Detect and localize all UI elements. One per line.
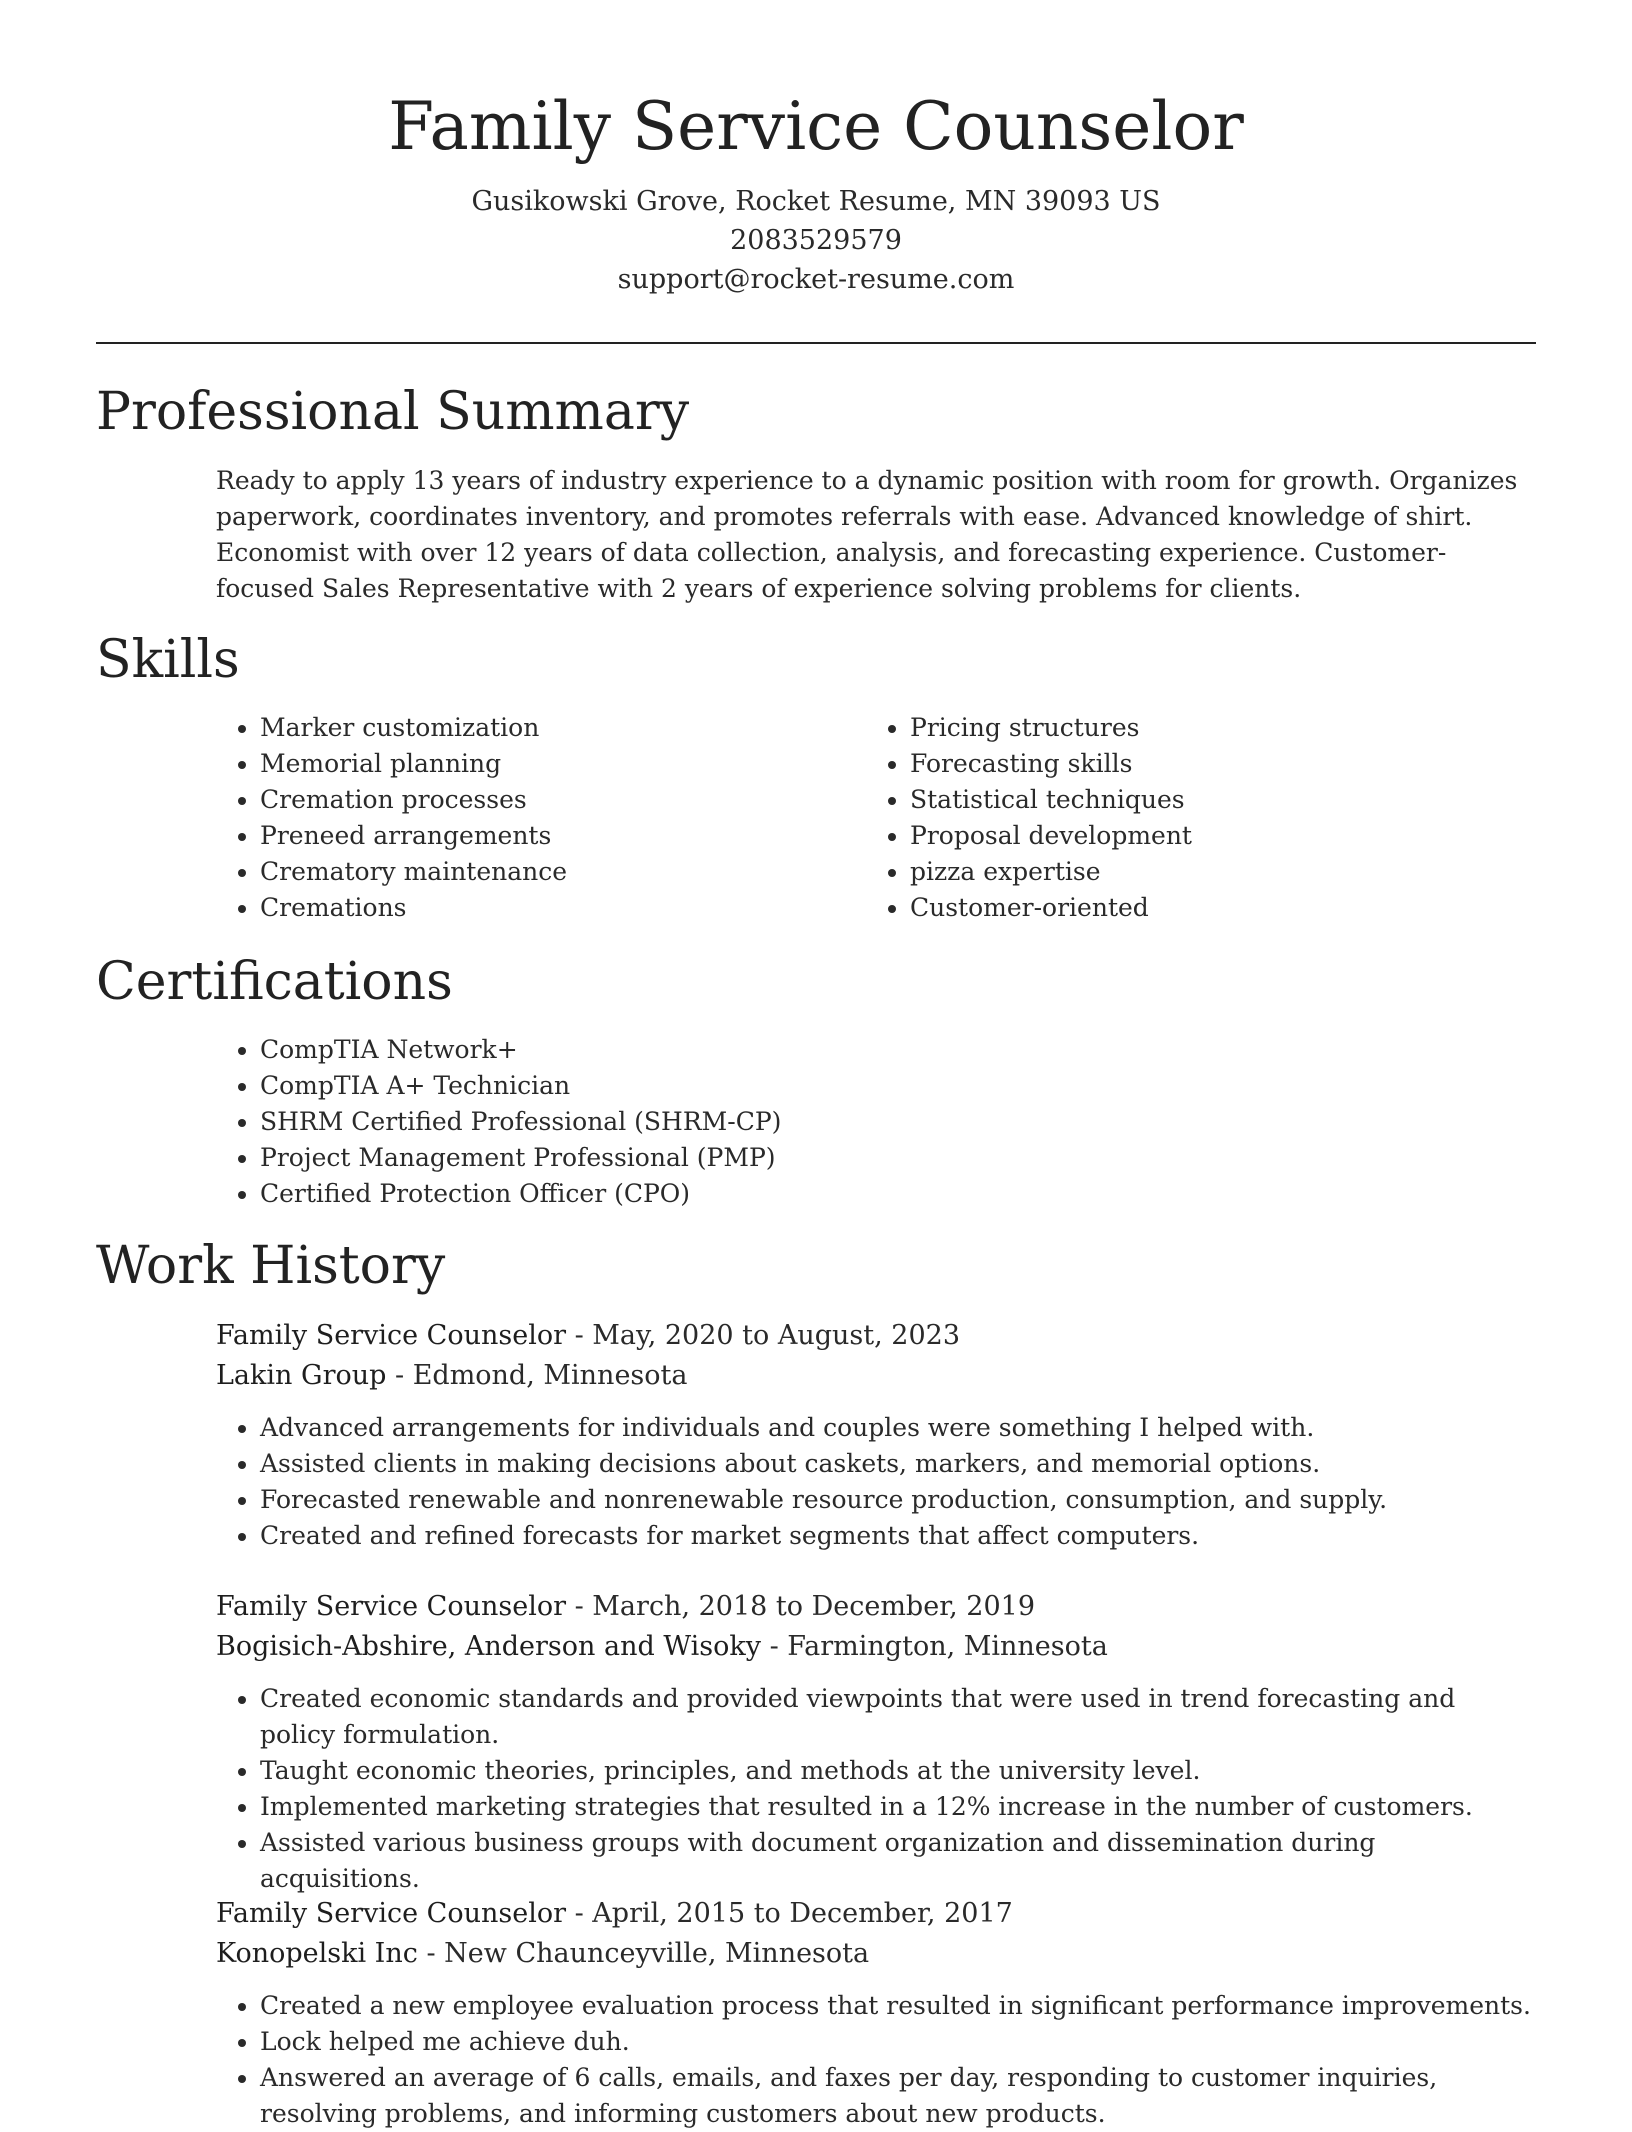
job-bullets [216, 1410, 1536, 1554]
skills-list-left [216, 710, 567, 926]
skills-column-left [216, 710, 567, 926]
job-dates: - April, 2015 to December, 2017 [566, 1898, 1013, 1929]
skill-item: • pizza expertise [910, 854, 1192, 890]
job-company-line [216, 1934, 1536, 1974]
job-entry [216, 1894, 1536, 2132]
skills-heading: Skills [96, 630, 240, 690]
skill-item: • Statistical techniques [910, 782, 1192, 818]
job-dates: - March, 2018 to December, 2019 [566, 1591, 1036, 1622]
job-dates: - May, 2020 to August, 2023 [566, 1320, 960, 1351]
skills-column-right [866, 710, 1192, 926]
certification-item: • SHRM Certified Professional (SHRM-CP) [260, 1104, 781, 1140]
job-bullet: • Advanced arrangements for individuals and couples were something I helped with. [260, 1410, 1536, 1446]
job-company-line [216, 1627, 1536, 1667]
email-text: support@rocket-resume.com [617, 264, 1015, 295]
job-bullet: • Created a new employee evaluation process that resulted in significant performance improvements. [260, 1988, 1536, 2024]
certification-item: • CompTIA A+ Technician [260, 1068, 781, 1104]
job-bullet: • Taught economic theories, principles, and methods at the university level. [260, 1753, 1536, 1789]
skills-list-right [866, 710, 1192, 926]
certification-item: • Certified Protection Officer (CPO) [260, 1176, 781, 1212]
job-title-line [216, 1894, 1536, 1934]
certifications-block [216, 1032, 781, 1212]
job-entry [216, 1587, 1536, 1897]
skill-item: • Memorial planning [260, 746, 567, 782]
certification-item: • CompTIA Network+ [260, 1032, 781, 1068]
skill-item: • Marker customization [260, 710, 567, 746]
certifications-list [216, 1032, 781, 1212]
skill-item: • Forecasting skills [910, 746, 1192, 782]
job-location: - Farmington, Minnesota [760, 1631, 1108, 1662]
skill-item: • Preneed arrangements [260, 818, 567, 854]
job-bullet: • Assisted various business groups with document organization and dissemination during acquisitions. [260, 1825, 1536, 1897]
header-divider [96, 342, 1536, 344]
skill-item: • Proposal development [910, 818, 1192, 854]
job-title: Family Service Counselor [216, 1320, 566, 1351]
job-company: Bogisich-Abshire, Anderson and Wisoky [216, 1631, 761, 1662]
candidate-name: Family Service Counselor [388, 88, 1244, 165]
job-bullet: • Lock helped me achieve duh. [260, 2024, 1536, 2060]
job-bullet: • Answered an average of 6 calls, emails, and faxes per day, responding to customer inquiries, resolving problems, and informing customers about new products. [260, 2060, 1536, 2132]
skill-item: • Crematory maintenance [260, 854, 567, 890]
job-title-line [216, 1316, 1536, 1356]
job-company: Konopelski Inc [216, 1938, 418, 1969]
job-title-line [216, 1587, 1536, 1627]
summary-heading: Professional Summary [96, 382, 690, 442]
resume-header [0, 84, 1632, 299]
certifications-heading: Certifications [96, 952, 453, 1012]
skill-item: • Cremation processes [260, 782, 567, 818]
job-location: - New Chaunceyville, Minnesota [417, 1938, 870, 1969]
job-entry [216, 1316, 1536, 1554]
job-location: - Edmond, Minnesota [386, 1360, 688, 1391]
certification-item: • Project Management Professional (PMP) [260, 1140, 781, 1176]
skill-item: • Customer-oriented [910, 890, 1192, 926]
summary-text: Ready to apply 13 years of industry experience to a dynamic position with room for growth. Organizes paperwork, coordinates inventory, and promotes referrals with ease. Advanced knowledge of shirt. Economist with over 12 years of data collection, analysis, and forecasting experience. Customer-focused Sales Representative with 2 years of experience solving problems for clients. [216, 466, 1518, 603]
job-bullet: • Created and refined forecasts for market segments that affect computers. [260, 1518, 1536, 1554]
job-company: Lakin Group [216, 1360, 387, 1391]
job-company-line [216, 1356, 1536, 1396]
skill-item: • Cremations [260, 890, 567, 926]
job-bullets [216, 1988, 1536, 2132]
job-bullet: • Created economic standards and provided viewpoints that were used in trend forecasting and policy formulation. [260, 1681, 1536, 1753]
work-history-heading: Work History [96, 1236, 446, 1296]
job-bullet: • Implemented marketing strategies that resulted in a 12% increase in the number of customers. [260, 1789, 1536, 1825]
job-bullet: • Assisted clients in making decisions about caskets, markers, and memorial options. [260, 1446, 1536, 1482]
job-title: Family Service Counselor [216, 1898, 566, 1929]
job-bullets [216, 1681, 1536, 1897]
job-bullet: • Forecasted renewable and nonrenewable resource production, consumption, and supply. [260, 1482, 1536, 1518]
phone-text: 2083529579 [730, 225, 902, 256]
skill-item: • Pricing structures [910, 710, 1192, 746]
address-text: Gusikowski Grove, Rocket Resume, MN 39093 US [471, 186, 1161, 217]
job-title: Family Service Counselor [216, 1591, 566, 1622]
